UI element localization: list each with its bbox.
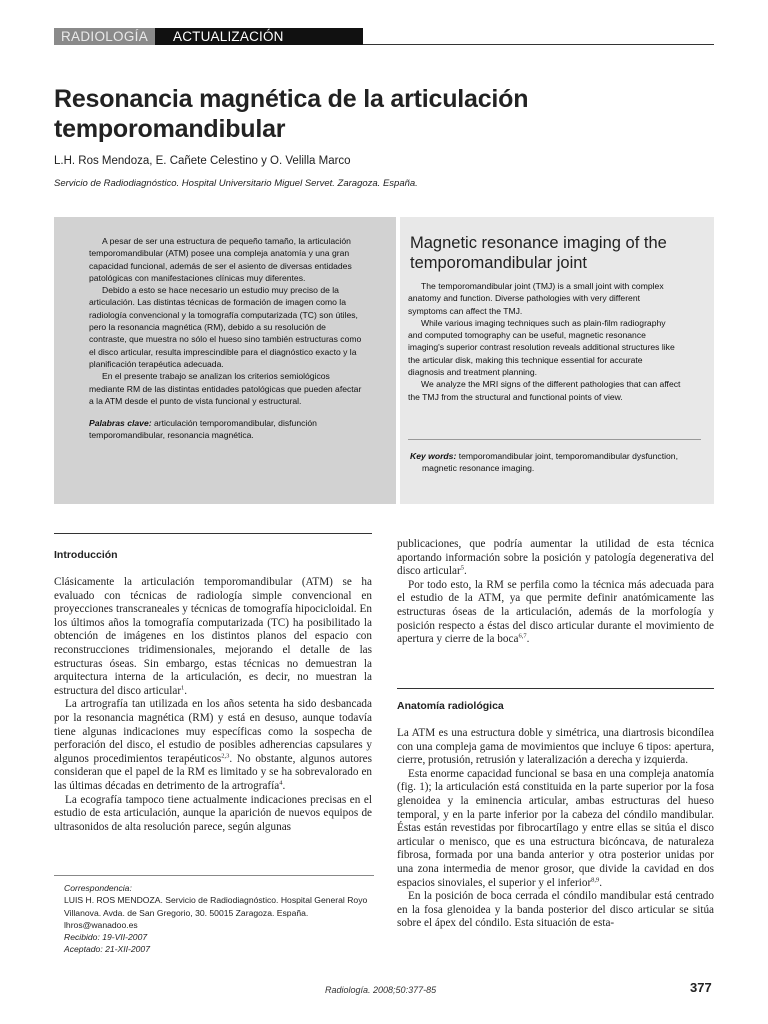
ref: 1: [181, 684, 185, 692]
ref: 8,9: [591, 875, 600, 883]
anatomy-p1: La ATM es una estructura doble y simétrica, una diartrosis bicondílea con una compleja gama de movimientos que incluye 6 tipos: apertura, cierre, protusión, retrusión y lateralización a derecha y izquierda.: [397, 727, 714, 767]
intro-rule: [54, 533, 372, 534]
intro-p1: Clásicamente la articulación temporomandibular (ATM) se ha evaluado con técnicas de radiología simple convencional en proyecciones transcraneales y técnicas de tomografía hipocicloidal. En los últimos años la tomografía computarizada (TC) ha posibilitado la obtención de imágenes en los distintos planos del espacio con reconstrucciones tridimensionales, mejorando el detalle de las estructuras óseas. Sin embargo, estas técnicas no demuestran la arquitectura interna de la articulación, es decir, no muestran la estructura del disco articular$^1$.: [54, 576, 372, 697]
intro-p4: publicaciones, que podría aumentar la utilidad de esta técnica aportando información sobre la posición y patología degenerativa del disco articular$^5$.: [397, 538, 714, 578]
abstract-es-p3: En el presente trabajo se analizan los criterios semiológicos mediante RM de las distintas entidades patológicas que pueden afectar a la ATM desde el punto de vista funcional y estructural.: [89, 371, 362, 406]
abstract-en-p3: We analyze the MRI signs of the different pathologies that can affect the TMJ from the structural and functional points of view.: [408, 379, 681, 402]
received-date: Recibido: 19-VII-2007: [64, 932, 148, 943]
abstract-en-p1: The temporomandibular joint (TMJ) is a small joint with complex anatomy and function. Diverse pathologies with very different symptoms can affect the TMJ.: [408, 281, 664, 316]
header-bar: [54, 28, 714, 46]
abstract-en-divider: [408, 439, 701, 440]
abstract-en-title: Magnetic resonance imaging of the temporomandibular joint: [410, 234, 667, 272]
authors: L.H. Ros Mendoza, E. Cañete Celestino y O. Velilla Marco: [54, 155, 351, 167]
abstract-spanish: [54, 217, 396, 504]
correspondence-label: Correspondencia:: [64, 883, 132, 893]
intro-p5: Por todo esto, la RM se perfila como la técnica más adecuada para el estudio de la ATM, ya que permite definir anatómicamente las estructuras óseas de la articulación, además de la morfología y posición respecto a éstas del disco articular durante el movimiento de apertura y cierre de la boca$^{6,7}$.: [397, 578, 714, 646]
intro-heading: Introducción: [54, 549, 118, 561]
anatomy-p3: En la posición de boca cerrada el cóndilo mandibular está centrado en la fosa glenoidea y la banda posterior del disco articular se sitúa sobre el ápex del cóndilo. Esta situación de esta-: [397, 890, 714, 930]
intro-p2-text: La artrografía tan utilizada en los años setenta ha sido desbancada por la resonancia magnética (RM) y está en desuso, aunque todavía tiene algunas indicaciones muy específicas como la sospecha de perforación del disco, el estudio de posibles adherencias capsulares y algunos procedimientos terapéuticos: [54, 698, 372, 765]
section-tag: RADIOLOGÍA: [54, 28, 155, 45]
accepted-date: Aceptado: 21-XII-2007: [64, 944, 150, 955]
intro-p4-text: publicaciones, que podría aumentar la utilidad de esta técnica aportando información sobre la posición y patología degenerativa del disco articular: [397, 538, 714, 578]
page-number: 377: [690, 980, 712, 995]
journal-citation: Radiología. 2008;50:377-85: [325, 985, 437, 995]
ref: 6,7: [518, 632, 527, 640]
keywords-es-text: articulación temporomandibular, disfunción temporomandibular, resonancia magnética.: [89, 418, 317, 441]
abstract-es-p2: Debido a esto se hace necesario un estudio muy preciso de la articulación. Las distintas técnicas de formación de imagen como la radiología convencional y la tomografía computarizada (TC) son útiles, pero la resonancia magnética (RM), debido a su resolución de contraste, que muestra no sólo el hueso sino también estructuras como el disco articular, resulta imprescindible para el diagnóstico exacto y la planificación terapéutica adecuada.: [89, 285, 362, 369]
affiliation: Servicio de Radiodiagnóstico. Hospital Universitario Miguel Servet. Zaragoza. España.: [54, 178, 418, 189]
ref: 2,3: [221, 751, 230, 759]
anatomy-p2-text: Esta enorme capacidad funcional se basa en una compleja anatomía (fig. 1); la articulación está constituida en la parte superior por la fosa glenoidea y la eminencia articular, ambas estructuras del hueso temporal, y en la parte inferior por la cabeza del cóndilo mandibular. Éstas están revestidas por fibrocartílago y entre ellas se sitúa el disco articular o menisco, que es una estructura bicóncava, de naturaleza fibrosa, formada por una banda anterior y otra posterior unidas por una zona intermedia de menor grosor, que divide la cavidad en dos espacios sinoviales, el superior y el inferior: [397, 767, 714, 889]
article-title: Resonancia magnética de la articulación temporomandibular: [54, 85, 529, 143]
intro-p3: La ecografía tampoco tiene actualmente indicaciones precisas en el estudio de esta articulación, aunque la aparición de nuevos equipos de ultrasonidos de alta resolución parece, según algunas: [54, 793, 372, 833]
anatomy-column: [397, 727, 714, 931]
intro-p2b-text: No obstante, algunos autores consideran que el papel de la RM es limitado y se ha sobrevalorado en las últimas décadas en detrimento de la artrografía: [54, 752, 372, 792]
intro-p5-text: Por todo esto, la RM se perfila como la técnica más adecuada para el estudio de la ATM, ya que permite definir anatómicamente las estructuras óseas de la articulación, además de la morfología y posición respecto a éstas del disco articular durante el movimiento de apertura y cierre de la boca: [397, 578, 714, 646]
anatomy-rule: [397, 688, 714, 689]
keywords-es: [89, 417, 364, 442]
intro-p2: La artrografía tan utilizada en los años setenta ha sido desbancada por la resonancia magnética (RM) y está en desuso, aunque todavía tiene algunas indicaciones muy específicas como la sospecha de perforación del disco, el estudio de posibles adherencias capsulares y algunos procedimientos terapéuticos$^{2,3}$. No obstante, algunos autores consideran que el papel de la RM es limitado y se ha sobrevalorado en las últimas décadas en detrimento de la artrografía$^4$.: [54, 698, 372, 792]
keywords-es-label: Palabras clave:: [89, 418, 152, 429]
correspondence-block: [54, 882, 374, 956]
keywords-en: [410, 450, 695, 475]
abstract-es-p1: A pesar de ser una estructura de pequeño tamaño, la articulación temporomandibular (ATM) posee una compleja anatomía y una gran capacidad funcional, además de ser el asiento de diversas entidades patológicas con manifestaciones clínicas muy diferentes.: [89, 236, 352, 283]
abstract-english: [400, 217, 714, 504]
keywords-en-label: Key words:: [410, 451, 457, 461]
anatomy-p2: Esta enorme capacidad funcional se basa en una compleja anatomía (fig. 1); la articulación está constituida en la parte superior por la fosa glenoidea y la eminencia articular, ambas estructuras del hueso temporal, y en la parte inferior por la cabeza del cóndilo mandibular. Éstas están revestidas por fibrocartílago y entre ellas se sitúa el disco articular o menisco, que es una estructura bicóncava, de naturaleza fibrosa, formada por una banda anterior y otra posterior unidas por una zona intermedia de menor grosor, que divide la cavidad en dos espacios sinoviales, el superior y el inferior$^{8,9}$.: [397, 767, 714, 889]
intro-column-right: [397, 538, 714, 647]
abstract-english-body: [408, 280, 681, 403]
keywords-en-text: temporomandibular joint, temporomandibular dysfunction, magnetic resonance imaging.: [422, 451, 678, 474]
ref: 5: [460, 564, 464, 572]
correspondence-rule: [54, 875, 374, 876]
abstract-spanish-body: [89, 235, 364, 442]
intro-p1-text: Clásicamente la articulación temporomandibular (ATM) se ha evaluado con técnicas de radiología simple convencional en proyecciones transcraneales y técnicas de tomografía hipocicloidal. En los últimos años la tomografía computarizada (TC) ha posibilitado la obtención de imágenes en los distintos planos del espacio con reconstrucciones tridimensionales, mejorando el detalle de las estructuras óseas. Sin embargo, estas técnicas no demuestran la arquitectura interna de la articulación, es decir, no muestran la estructura del disco articular: [54, 576, 372, 697]
article-type-tag: ACTUALIZACIÓN: [155, 28, 363, 45]
correspondence-text: LUIS H. ROS MENDOZA. Servicio de Radiodiagnóstico. Hospital General Royo Villanova. Avda. de San Gregorio, 30. 50015 Zaragoza. España. lhros@wanadoo.es: [64, 895, 368, 930]
abstract-en-p2: While various imaging techniques such as plain-film radiography and computed tomography can be useful, magnetic resonance imaging's superior contrast resolution reveals additional structures like the articular disk, making this technique essential for accurate diagnosis and treatment planning.: [408, 317, 675, 378]
intro-column-left: [54, 576, 372, 834]
anatomy-heading: Anatomía radiológica: [397, 700, 504, 712]
ref: 4: [279, 779, 283, 787]
